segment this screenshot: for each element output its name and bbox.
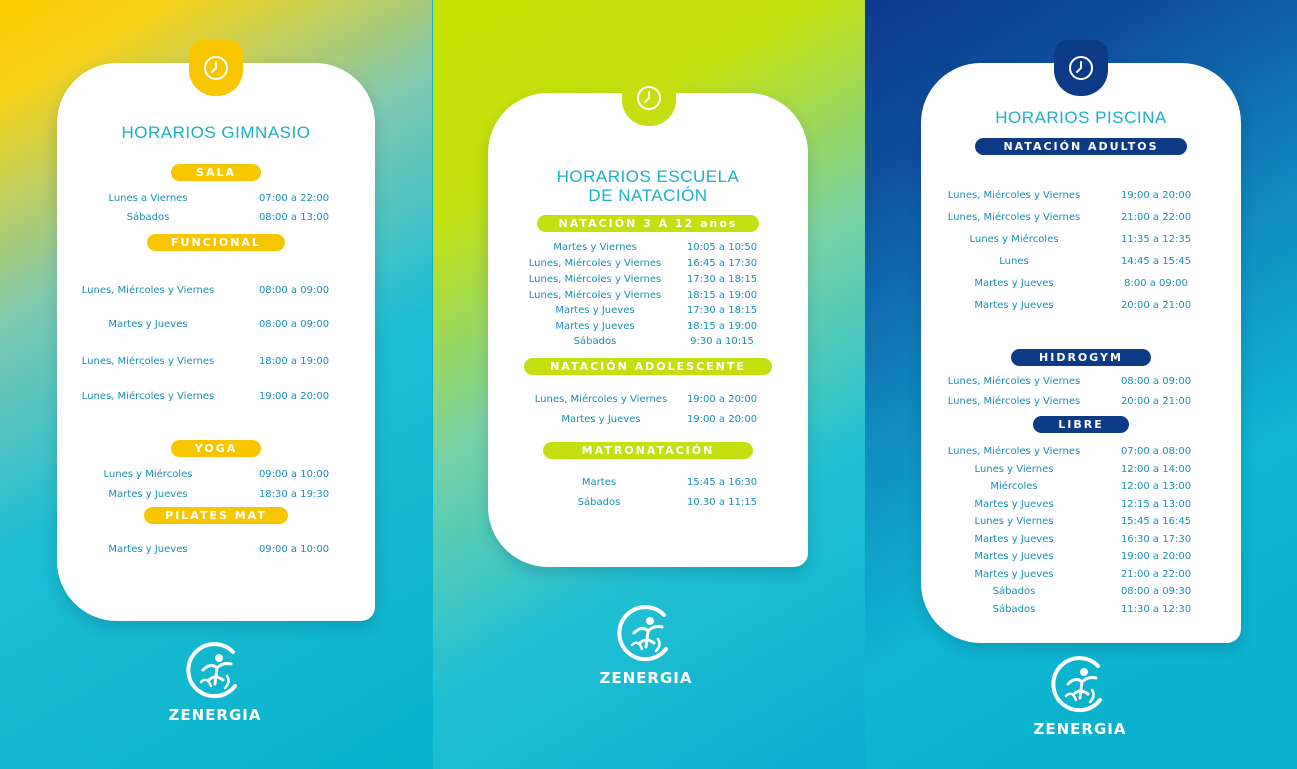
schedule-row: Lunes, Miércoles y Viernes 18:15 a 19:00 xyxy=(528,290,758,301)
zenergia-logo xyxy=(591,603,701,687)
schedule-row: Martes 15:45 a 16:30 xyxy=(581,477,758,488)
schedule-row: Martes y Jueves 09:00 a 10:00 xyxy=(108,544,330,555)
card-title: HORARIOS GIMNASIO xyxy=(121,123,311,142)
clock-tab xyxy=(189,40,243,96)
schedule-card xyxy=(488,93,808,567)
panel-escuela-natacion xyxy=(433,0,865,769)
schedule-row: Lunes, Miércoles y Viernes 08:00 a 09:00 xyxy=(81,285,330,296)
section-funcional: FUNCIONAL xyxy=(147,234,285,251)
schedule-row: Sábados 9:30 a 10:15 xyxy=(573,336,754,347)
schedule-row: Martes y Jueves 20:00 a 21:00 xyxy=(974,300,1192,311)
panel-gimnasio xyxy=(0,0,432,769)
schedule-row: Lunes, Miércoles y Viernes 18:00 a 19:00 xyxy=(81,356,330,367)
schedule-row: Lunes y Viernes 12:00 a 14:00 xyxy=(974,464,1192,475)
schedule-card xyxy=(921,63,1241,643)
card-title-line-2: DE NATACIÓN xyxy=(588,186,708,205)
schedule-row: Lunes, Miércoles y Viernes 16:45 a 17:30 xyxy=(528,258,758,269)
schedule-row: Martes y Jueves 18:30 a 19:30 xyxy=(108,489,330,500)
schedule-row: Lunes, Miércoles y Viernes 08:00 a 09:00 xyxy=(947,376,1192,387)
schedule-row: Lunes, Miércoles y Viernes 17:30 a 18:15 xyxy=(528,274,758,285)
schedule-row: Martes y Jueves 18:15 a 19:00 xyxy=(555,321,758,332)
schedule-row: Miércoles 12:00 a 13:00 xyxy=(990,481,1192,492)
section-natacion-adultos: NATACIÓN ADULTOS xyxy=(975,138,1187,155)
schedule-row: Lunes, Miércoles y Viernes 07:00 a 08:00 xyxy=(947,446,1192,457)
schedule-row: Lunes y Viernes 15:45 a 16:45 xyxy=(974,516,1192,527)
schedule-row: Martes y Jueves 17:30 a 18:15 xyxy=(555,305,758,316)
schedule-row: Lunes, Miércoles y Viernes 20:00 a 21:00 xyxy=(947,396,1192,407)
section-natacion-ninos: NATACIÓN 3 A 12 años xyxy=(537,215,759,232)
schedule-row: Lunes a Viernes 07:00 a 22:00 xyxy=(108,193,330,204)
schedule-row: Sábados 11:30 a 12:30 xyxy=(992,604,1192,615)
brand-name: ZENERGIA xyxy=(599,669,693,687)
section-pilates: PILATES MAT xyxy=(144,507,288,524)
zenergia-logo xyxy=(1025,654,1135,738)
section-libre: LIBRE xyxy=(1033,416,1129,433)
schedule-row: Lunes y Miércoles 09:00 a 10:00 xyxy=(103,469,330,480)
panel-piscina xyxy=(865,0,1297,769)
section-sala: SALA xyxy=(171,164,261,181)
schedule-row: Sábados 08:00 a 13:00 xyxy=(126,212,330,223)
zenergia-emblem-icon xyxy=(185,640,245,702)
zenergia-emblem-icon xyxy=(1050,654,1110,716)
schedule-card xyxy=(57,63,375,621)
zenergia-logo xyxy=(160,640,270,724)
clock-icon xyxy=(635,84,663,112)
schedule-row: Martes y Jueves 08:00 a 09:00 xyxy=(108,319,330,330)
schedule-row: Martes y Jueves 16:30 a 17:30 xyxy=(974,534,1192,545)
schedule-row: Lunes 14:45 a 15:45 xyxy=(999,256,1192,267)
clock-tab xyxy=(622,70,676,126)
schedule-row: Sábados 08:00 a 09:30 xyxy=(992,586,1192,597)
schedule-row: Sábados 10.30 a 11:15 xyxy=(577,497,757,508)
schedule-row: Martes y Jueves 19:00 a 20:00 xyxy=(561,414,758,425)
clock-icon xyxy=(202,54,230,82)
schedule-row: Lunes, Miércoles y Viernes 19:00 a 20:00 xyxy=(81,391,330,402)
schedule-row: Martes y Jueves 19:00 a 20:00 xyxy=(974,551,1192,562)
schedule-row: Martes y Viernes 10:05 a 10:50 xyxy=(553,242,758,253)
schedule-row: Lunes y Miércoles 11:35 a 12:35 xyxy=(969,234,1192,245)
card-title: HORARIOS PISCINA xyxy=(995,108,1167,127)
section-hidrogym: HIDROGYM xyxy=(1011,349,1151,366)
schedule-row: Lunes, Miércoles y Viernes 19:00 a 20:00 xyxy=(534,394,758,405)
brand-name: ZENERGIA xyxy=(168,706,262,724)
schedule-row: Martes y Jueves 12:15 a 13:00 xyxy=(974,499,1192,510)
schedule-row: Lunes, Miércoles y Viernes 19:00 a 20:00 xyxy=(947,190,1192,201)
section-natacion-adolescente: NATACIÓN ADOLESCENTE xyxy=(524,358,772,375)
schedule-row: Lunes, Miércoles y Viernes 21:00 a 22:00 xyxy=(947,212,1192,223)
clock-tab xyxy=(1054,40,1108,96)
zenergia-emblem-icon xyxy=(616,603,676,665)
clock-icon xyxy=(1067,54,1095,82)
section-matronatacion: MATRONATACIÓN xyxy=(543,442,753,459)
schedule-row: Martes y Jueves 8:00 a 09:00 xyxy=(974,278,1188,289)
card-title-line-1: HORARIOS ESCUELA xyxy=(556,167,740,186)
section-yoga: YOGA xyxy=(171,440,261,457)
schedule-row: Martes y Jueves 21:00 a 22:00 xyxy=(974,569,1192,580)
brand-name: ZENERGIA xyxy=(1033,720,1127,738)
